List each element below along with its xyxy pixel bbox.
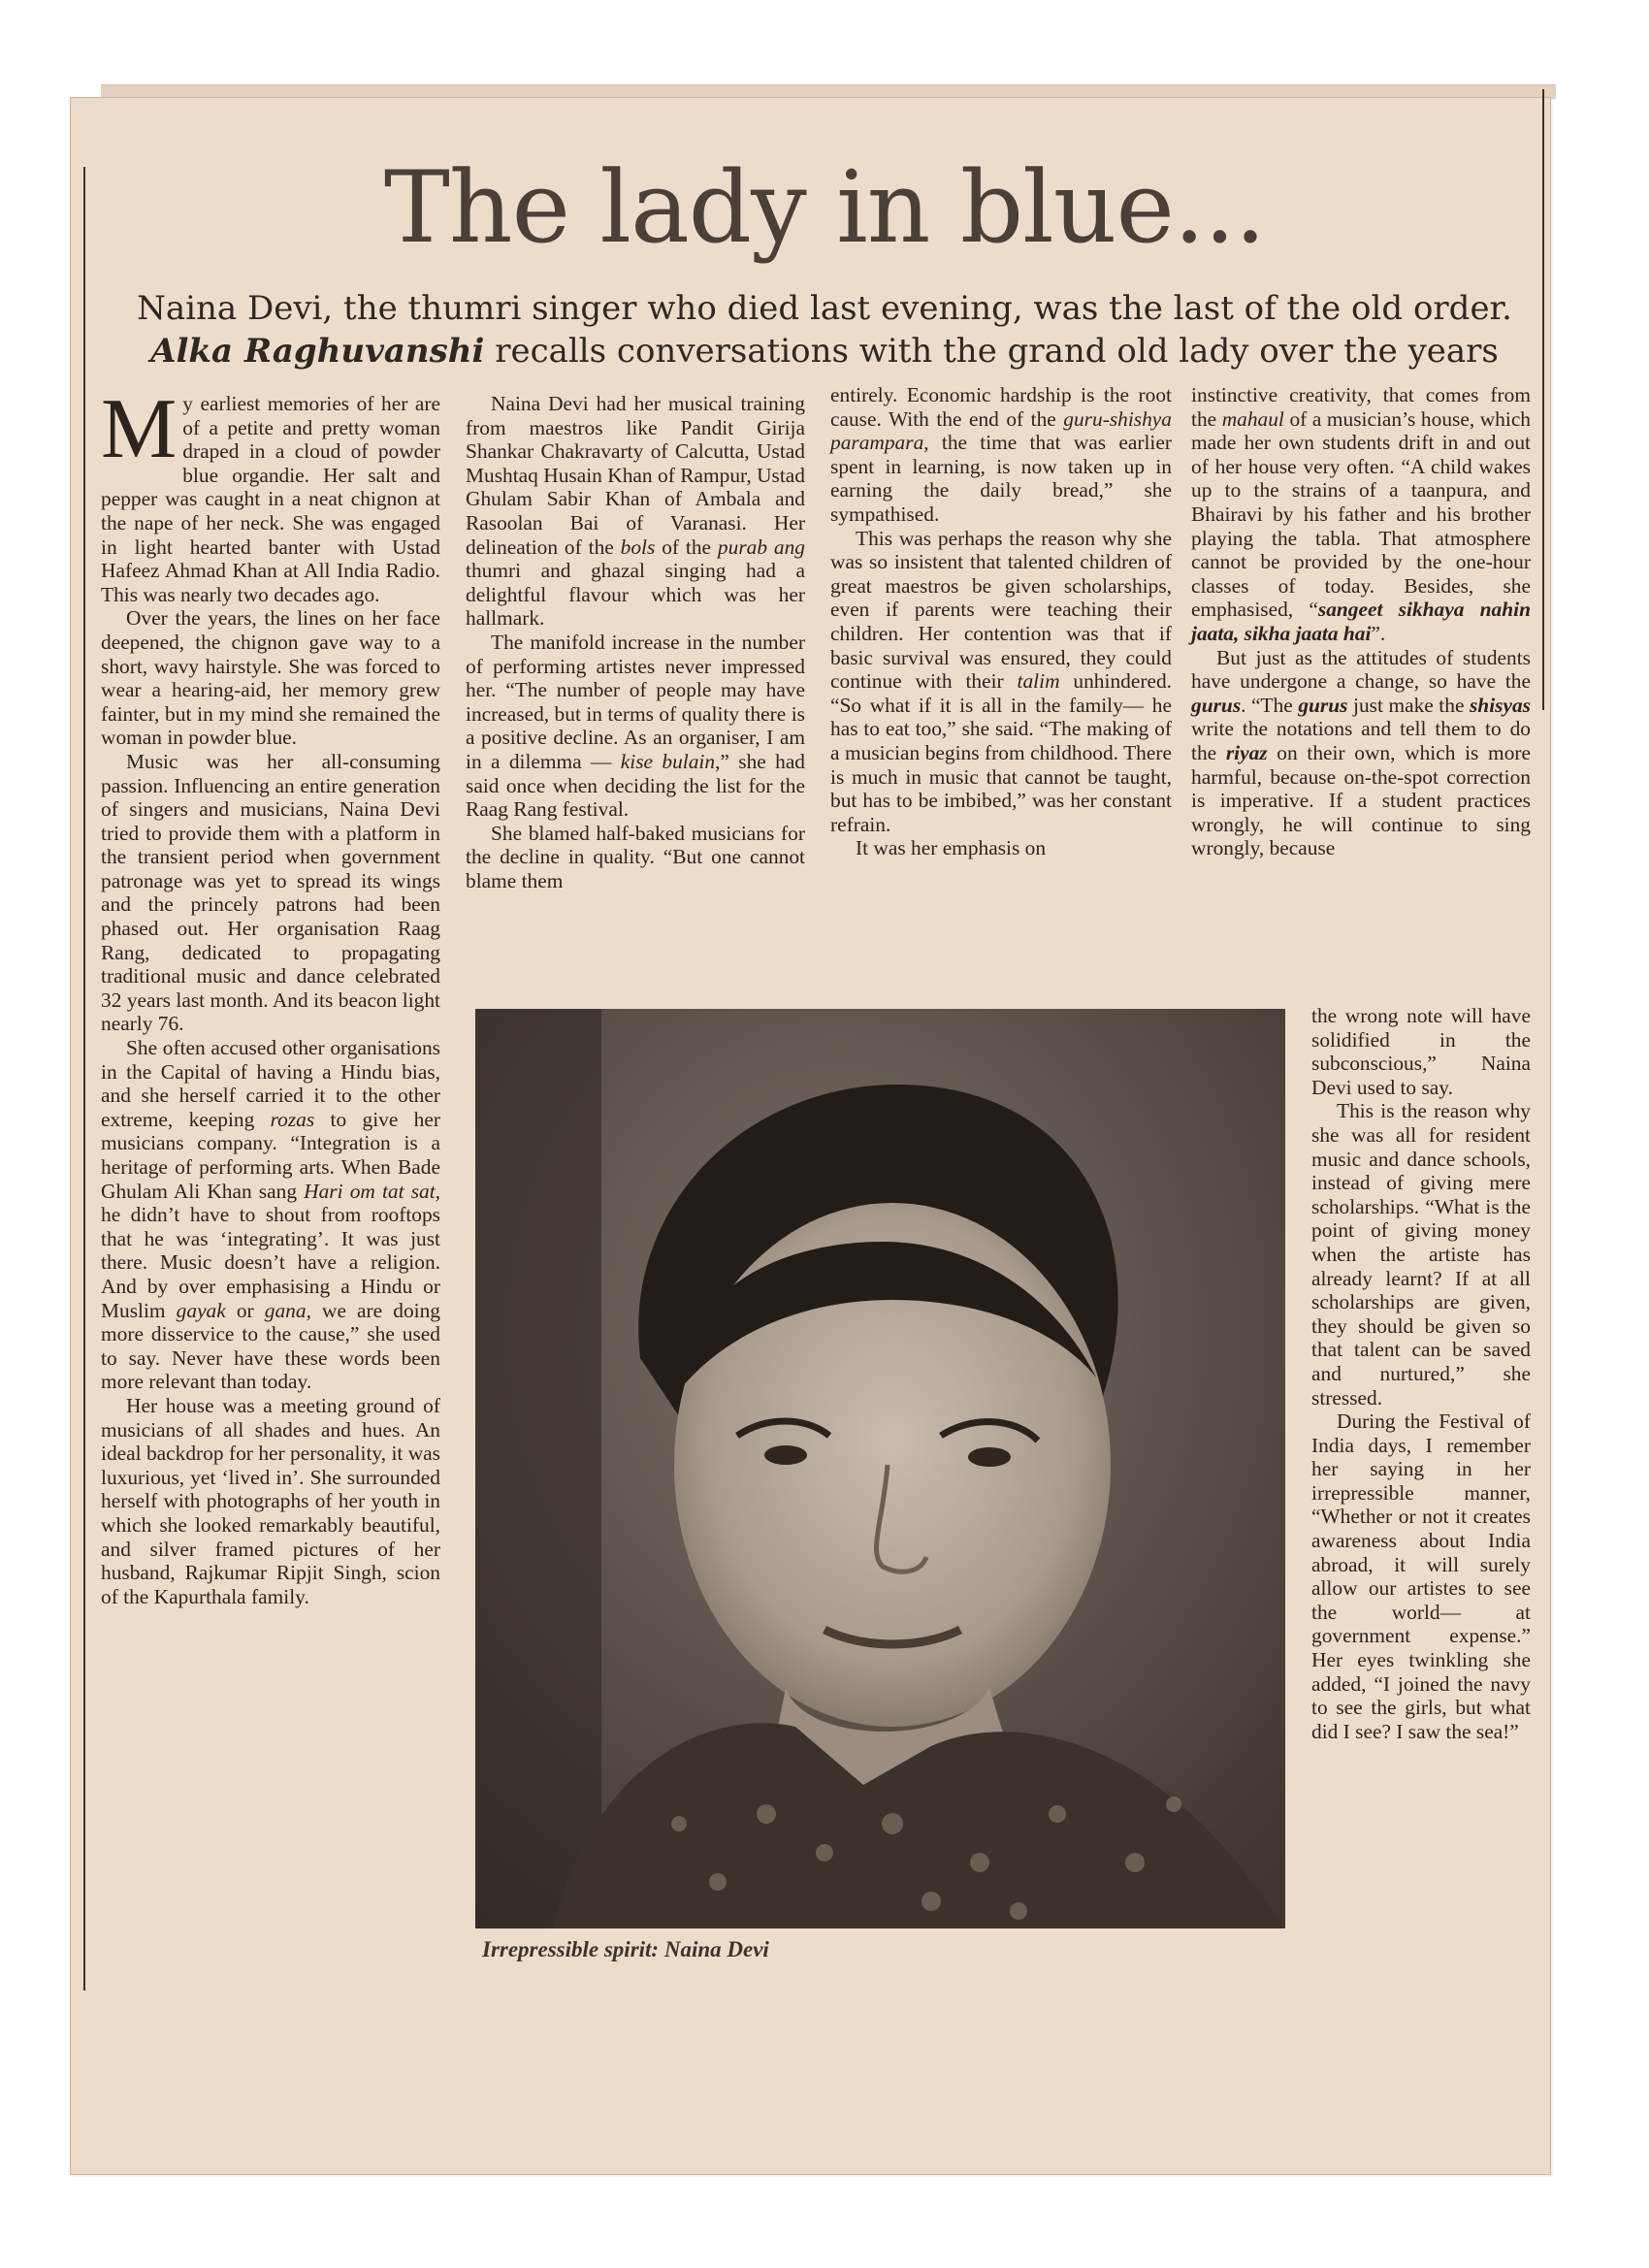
paragraph: the wrong note will have solidified in the subconscious,” Naina Devi used to say. [1311, 1004, 1531, 1099]
text-run: or [225, 1298, 265, 1322]
italic-run: gurus [1298, 693, 1348, 717]
article-column-3 [830, 383, 1172, 860]
italic-run: bols [620, 535, 656, 559]
deck-line-2 [126, 332, 1523, 371]
paragraph [466, 392, 805, 631]
paragraph: During the Festival of India days, I remember her saying in her irrepressible manner, “Whether or not it creates awareness about India abroad, it will surely allow our artistes to see the world— at government expense.” Her eyes twinkling she added, “I joined the navy to see the girls, but what did I see? I saw the sea!” [1311, 1409, 1531, 1743]
italic-run: shisyas [1469, 693, 1531, 717]
portrait-photo [475, 1009, 1285, 1928]
text-run: just make the [1347, 693, 1470, 717]
paragraph [101, 382, 440, 606]
paragraph: It was her emphasis on [856, 836, 1047, 860]
photo-caption: Irrepressible spirit: Naina Devi [482, 1937, 769, 1961]
article-column-4-continued [1311, 1004, 1531, 1743]
text-run: ,” she had said once when deciding the list for the Raag Rang festival. [466, 749, 806, 822]
byline: Alka Raghuvanshi [150, 332, 485, 371]
text-run: thumri and ghazal singing had a delightful flavour which was her hallmark. [466, 559, 805, 631]
italic-run: riyaz [1225, 740, 1268, 764]
text-run: She often accused other organisations in the Capital of having a Hindu bias, and she herself carried it to the other extreme, keeping [101, 1036, 440, 1131]
italic-run: sangeet sikhaya nahin jaata, sikha jaata hai [1191, 598, 1531, 645]
italic-run: gayak [176, 1298, 226, 1322]
text-run: on their own, which is more harmful, because on-the-spot correction is imperative. If a student practices wrongly, he will continue to sing wrongly, because [1191, 740, 1532, 860]
paragraph: She blamed half-baked musicians for the decline in quality. “But one cannot blame them [466, 821, 805, 892]
deck-line-1: Naina Devi, the thumri singer who died last evening, was the last of the old order. [137, 289, 1512, 328]
text-run: ”. [1371, 621, 1386, 645]
text-run: he didn’t have to shout from rooftops that he was ‘integrating’. It was just there. Music doesn’t have a religion. And by over emphasising a Hindu or Muslim [101, 1203, 440, 1322]
paragraph: Music was her all-consuming passion. Influencing an entire generation of singers and musicians, Naina Devi tried to provide them with a platform in the transient period when government patronage was yet to spread its wings and the princely patrons had been phased out. Her organisation Raag Rang, dedicated to propagating traditional music and dance celebrated 32 years last month. And its beacon light nearly 76. [101, 749, 440, 1036]
paragraph [830, 527, 1172, 837]
portrait-illustration [475, 1009, 1285, 1928]
italic-run: gana [264, 1298, 307, 1322]
deck-line-2-rest: recalls conversations with the grand old lady over the years [484, 332, 1499, 371]
article-column-2 [466, 392, 805, 892]
paragraph [830, 383, 1172, 527]
italic-run: rozas [270, 1107, 315, 1131]
text-run: entirely. Economic hardship is the root cause. With the end of the [830, 383, 1172, 431]
italic-run: Hari om tat sat, [304, 1179, 441, 1203]
paragraph [101, 1036, 440, 1394]
paragraph [1191, 646, 1531, 860]
paragraph: This is the reason why she was all for resident music and dance schools, instead of giving mere scholarships. “What is the point of giving money when the artiste has already learnt? If at all scholarships are given, they should be given so that talent can be saved and nurtured,” she stressed. [1311, 1099, 1531, 1409]
text-run: , we are doing more disservice to the cause,” she used to say. Never have these words been more relevant than today. [101, 1298, 440, 1394]
headline: The lady in blue... [383, 150, 1266, 266]
text-run: write the notations and tell them to do the [1191, 717, 1531, 764]
italic-run: gurus [1191, 693, 1242, 717]
text-run: of the [655, 535, 718, 559]
italic-run: talim [1017, 669, 1060, 694]
text-run: The manifold increase in the number of performing artistes never impressed her. “The number of people may have increased, but in terms of quality there is a positive decline. As an organiser, I am in a dilemma — [466, 630, 805, 773]
text-run: unhindered. “So what if it is all in the family— he has to eat too,” she said. “The making of a musician begins from childhood. There is much in music that cannot be taught, but has to be imbibed,” was her constant refrain. [830, 669, 1172, 836]
text-run: . “The [1241, 693, 1299, 717]
paragraph [466, 631, 805, 822]
drop-cap: M [101, 382, 178, 476]
column-rule-left [83, 167, 85, 1991]
article-column-4 [1191, 383, 1531, 860]
text-run: This was perhaps the reason why she was so insistent that talented children of great maestros be given scholarships, even if parents were teaching their children. Her contention was that if basic survival was ensured, they could continue with their [830, 526, 1172, 694]
text-run: to give her musicians company. “Integration is a heritage of performing arts. When Bade Ghulam Ali Khan sang [101, 1107, 440, 1203]
paragraph [1191, 383, 1531, 646]
italic-run: kise bulain [620, 749, 716, 773]
text-run: , the time that was earlier spent in learning, is now taken up in earning the daily bread,” she sympathised. [830, 431, 1172, 526]
paragraph: Her house was a meeting ground of musicians of all shades and hues. An ideal backdrop for her personality, it was luxurious, yet ‘lived in’. She surrounded herself with photographs of her youth in which she looked remarkably beautiful, and silver framed pictures of her husband, Rajkumar Ripjit Singh, scion of the Kapurthala family. [101, 1393, 440, 1608]
italic-run: purab ang [717, 535, 805, 559]
text-run: Naina Devi had her musical training from maestros like Pandit Girija Shankar Chakravarty of Calcutta, Ustad Mushtaq Husain Khan of Rampur, Ustad Ghulam Sabir Khan of Ambala and Rasoolan Bai of Varanasi. Her delineation of the [466, 392, 805, 559]
text-run: But just as the attitudes of students have undergone a change, so have the [1191, 645, 1531, 694]
article-column-1 [101, 382, 441, 1608]
text-run: of a musician’s house, which made her own students drift in and out of her house very often. “A child wakes up to the strains of a taanpura, and Bhairavi by his father and his brother playing the tabla. That atmosphere cannot be provided by the one-hour classes of today. Besides, she emphasised, “ [1191, 406, 1532, 622]
paragraph: Over the years, the lines on her face deepened, the chignon gave way to a short, wavy hairstyle. She was forced to wear a hearing-aid, her memory grew fainter, but in my mind she remained the woman in powder blue. [101, 606, 440, 750]
paragraph-text: y earliest memories of her are of a petite and pretty woman draped in a cloud of powder blue organdie. Her salt and pepper was caught in a neat chignon at the nape of her neck. She was engaged in light hearted banter with Ustad Hafeez Ahmad Khan at All India Radio. This was nearly two decades ago. [101, 392, 440, 606]
italic-run: guru-shishya parampara [830, 406, 1172, 455]
italic-run: mahaul [1221, 406, 1284, 431]
text-run: instinctive creativity, that comes from the [1191, 383, 1531, 431]
